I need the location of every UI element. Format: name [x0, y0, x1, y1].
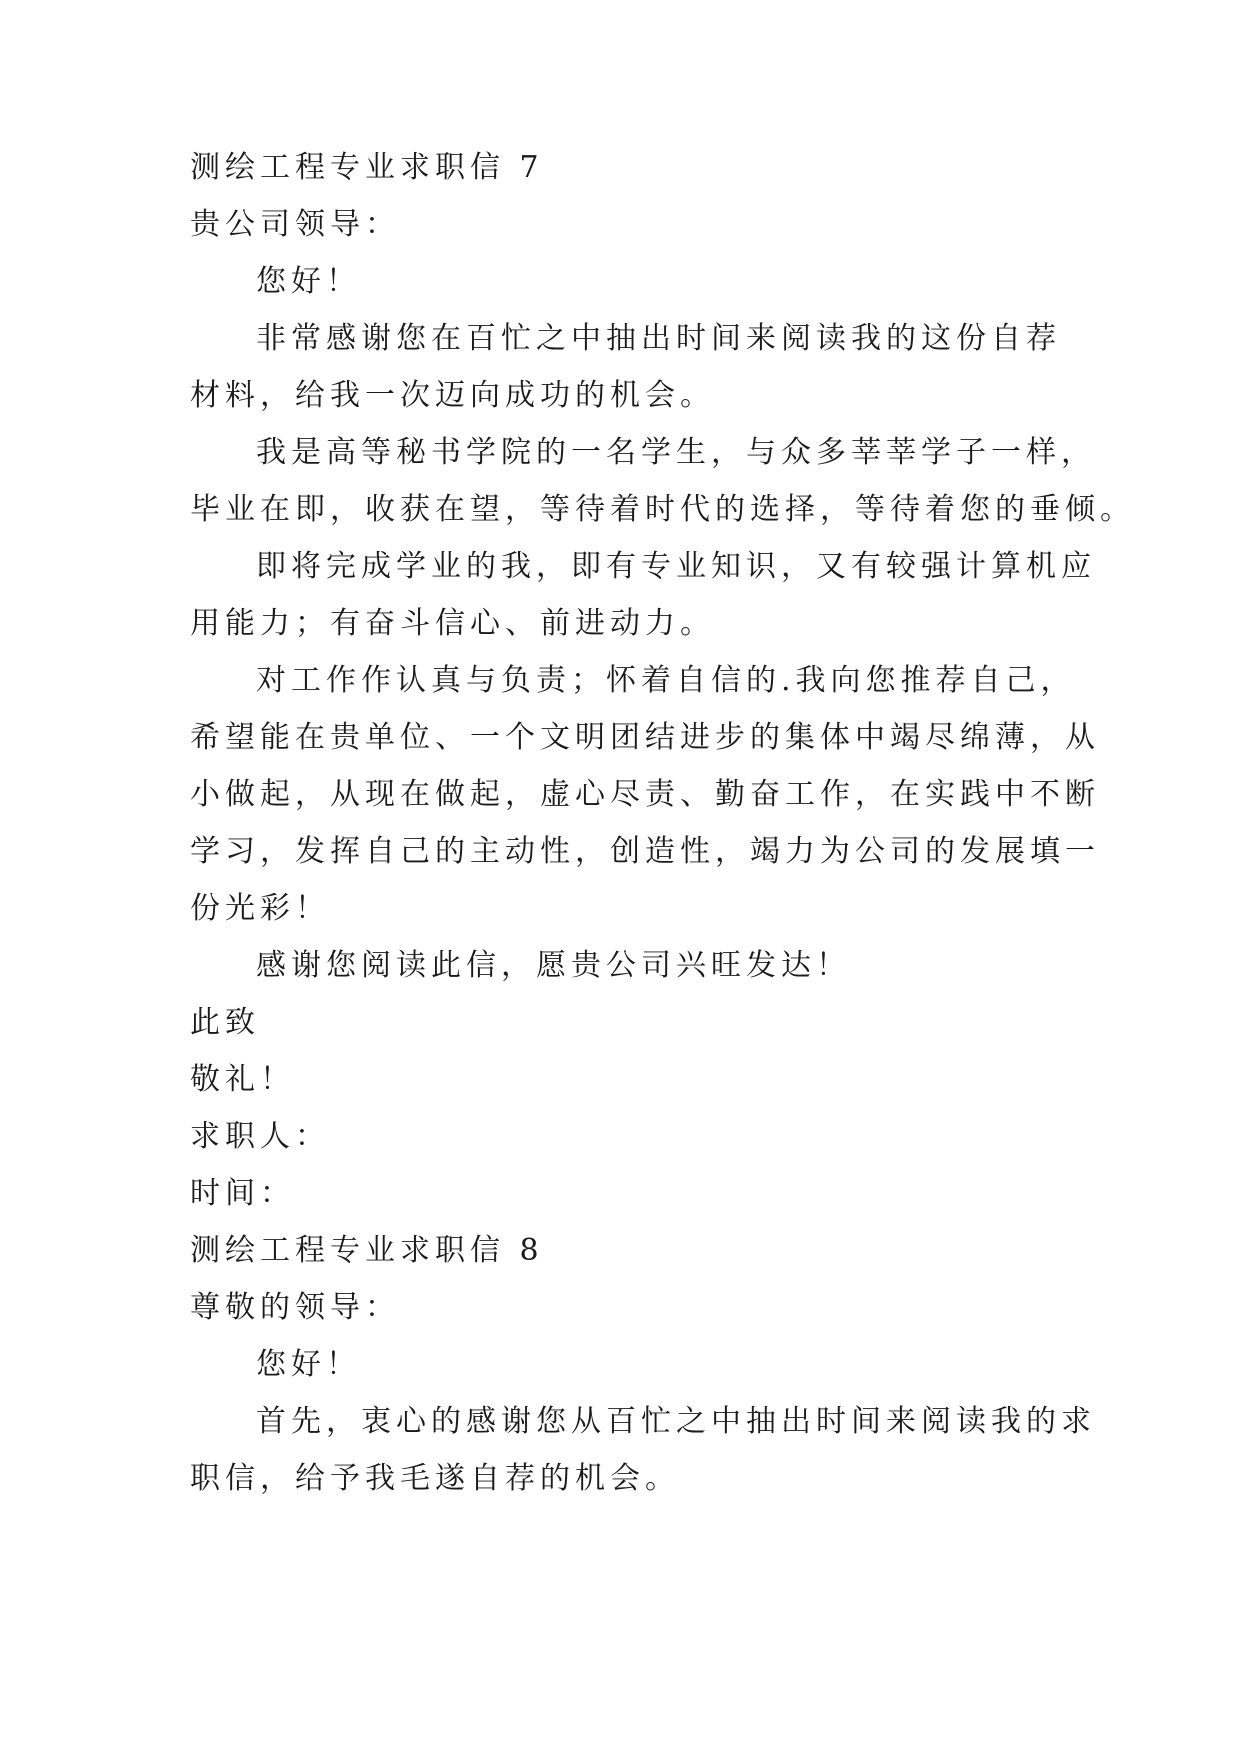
- letter-8-paragraph-1-line-2: 职信，给予我毛遂自荐的机会。: [190, 1461, 680, 1496]
- letter-7-paragraph-4-line-1: 对工作作认真与负责；怀着自信的.我向您推荐自己，: [256, 663, 1076, 698]
- letter-8-title: 测绘工程专业求职信 8: [190, 1233, 544, 1268]
- letter-7-salutation: 贵公司领导：: [190, 207, 400, 242]
- letter-7-closing-1: 此致: [190, 1005, 260, 1040]
- letter-8-paragraph-1-line-1: 首先，衷心的感谢您从百忙之中抽出时间来阅读我的求: [256, 1404, 1096, 1439]
- letter-7-date: 时间：: [190, 1176, 295, 1211]
- letter-7-paragraph-1-line-2: 材料，给我一次迈向成功的机会。: [190, 378, 715, 413]
- letter-7-paragraph-3-line-1: 即将完成学业的我，即有专业知识，又有较强计算机应: [256, 549, 1096, 584]
- letter-7-greeting: 您好！: [256, 264, 361, 299]
- letter-7-closing-2: 敬礼！: [190, 1062, 295, 1097]
- letter-7-title: 测绘工程专业求职信 7: [190, 150, 544, 185]
- letter-7-paragraph-3-line-2: 用能力；有奋斗信心、前进动力。: [190, 606, 715, 641]
- letter-8-greeting: 您好！: [256, 1347, 361, 1382]
- letter-7-paragraph-2-line-1: 我是高等秘书学院的一名学生，与众多莘莘学子一样，: [256, 435, 1096, 470]
- letter-7-paragraph-4-line-5: 份光彩！: [190, 891, 330, 926]
- letter-7-paragraph-4-line-3: 小做起，从现在做起，虚心尽责、勤奋工作，在实践中不断: [190, 777, 1100, 812]
- letter-7-paragraph-4-line-2: 希望能在贵单位、一个文明团结进步的集体中竭尽绵薄，从: [190, 720, 1100, 755]
- letter-7-applicant: 求职人：: [190, 1119, 330, 1154]
- letter-7-paragraph-5: 感谢您阅读此信，愿贵公司兴旺发达！: [256, 948, 851, 983]
- letter-8-salutation: 尊敬的领导：: [190, 1290, 400, 1325]
- letter-7-paragraph-2-line-2: 毕业在即，收获在望，等待着时代的选择，等待着您的垂倾。: [190, 492, 1135, 527]
- letter-7-paragraph-1-line-1: 非常感谢您在百忙之中抽出时间来阅读我的这份自荐: [256, 321, 1061, 356]
- letter-7-paragraph-4-line-4: 学习，发挥自己的主动性，创造性，竭力为公司的发展填一: [190, 834, 1100, 869]
